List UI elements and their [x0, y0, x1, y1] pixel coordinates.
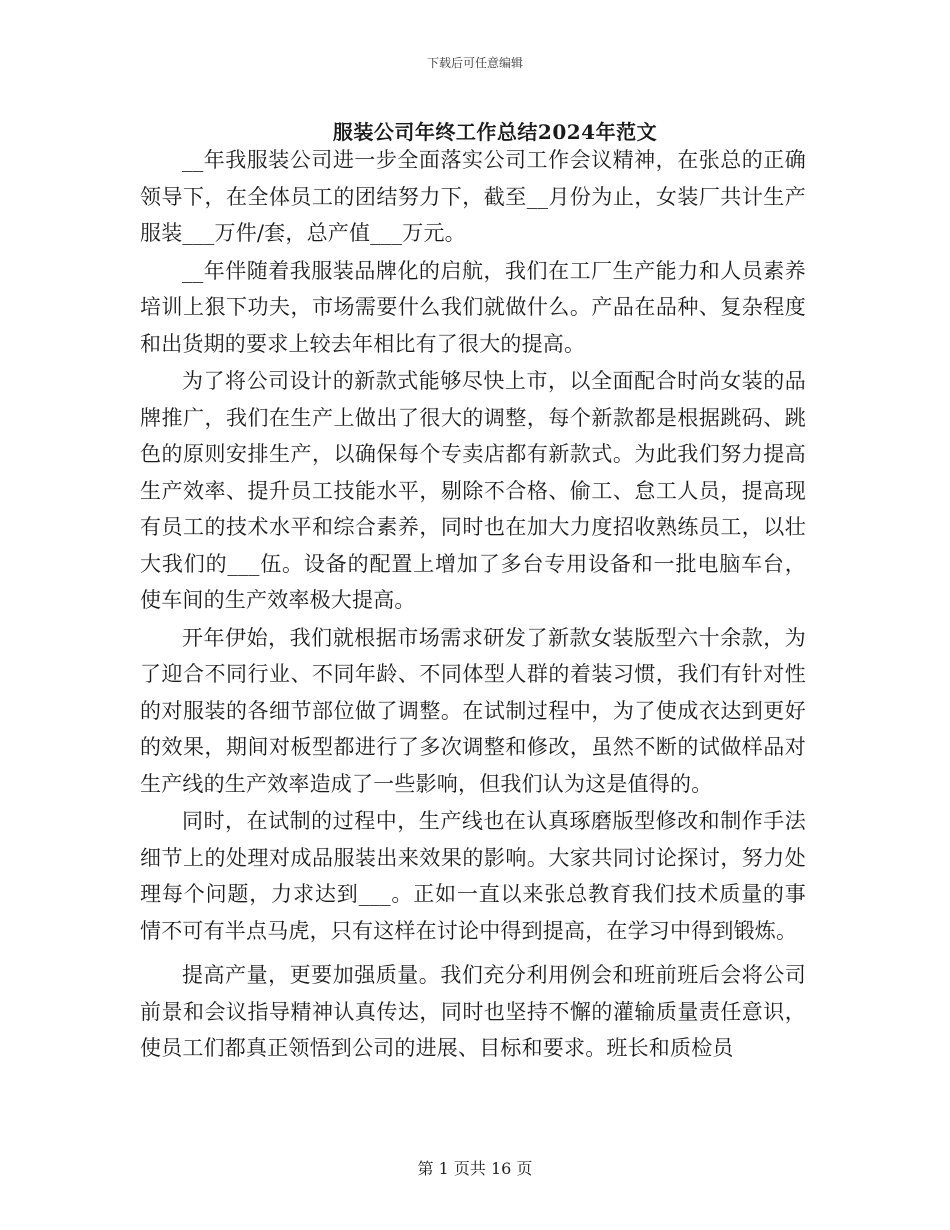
- paragraph-1: __年我服装公司进一步全面落实公司工作会议精神，在张总的正确领导下，在全体员工的团结努力下，截至__月份为止，女装厂共计生产服装___万件/套，总产值___万元。: [140, 148, 806, 245]
- paragraph-5: 同时，在试制的过程中，生产线也在认真琢磨版型修改和制作手法细节上的处理对成品服装出来效果的影响。大家共同讨论探讨，努力处理每个问题，力求达到___。正如一直以来张总教育我们技术质量的事情不可有半点马虎，只有这样在讨论中得到提高，在学习中得到锻炼。: [140, 809, 806, 943]
- document-body: [140, 142, 806, 1068]
- page-number-footer: 第 1 页共 16 页: [417, 1159, 533, 1178]
- page-header: 下载后可任意编辑: [426, 56, 523, 70]
- document-title: 服装公司年终工作总结2024年范文: [332, 120, 658, 144]
- paragraph-4: 开年伊始，我们就根据市场需求研发了新款女装版型六十余款，为了迎合不同行业、不同年龄、不同体型人群的着装习惯，我们有针对性的对服装的各细节部位做了调整。在试制过程中，为了使成衣达到更好的效果，期间对板型都进行了多次调整和修改，虽然不断的试做样品对生产线的生产效率造成了一些影响，但我们认为这是值得的。: [140, 625, 806, 796]
- paragraph-3: 为了将公司设计的新款式能够尽快上市，以全面配合时尚女装的品牌推广，我们在生产上做出了很大的调整，每个新款都是根据跳码、跳色的原则安排生产，以确保每个专卖店都有新款式。为此我们努力提高生产效率、提升员工技能水平，剔除不合格、偷工、怠工人员，提高现有员工的技术水平和综合素养，同时也在加大力度招收熟练员工，以壮大我们的___伍。设备的配置上增加了多台专用设备和一批电脑车台，使车间的生产效率极大提高。: [140, 369, 806, 612]
- paragraph-6: 提高产量，更要加强质量。我们充分利用例会和班前班后会将公司前景和会议指导精神认真传达，同时也坚持不懈的灌输质量责任意识，使员工们都真正领悟到公司的进展、目标和要求。班长和质检员: [140, 963, 806, 1060]
- paragraph-2: __年伴随着我服装品牌化的启航，我们在工厂生产能力和人员素养培训上狠下功夫，市场需要什么我们就做什么。产品在品种、复杂程度和出货期的要求上较去年相比有了很大的提高。: [140, 258, 806, 356]
